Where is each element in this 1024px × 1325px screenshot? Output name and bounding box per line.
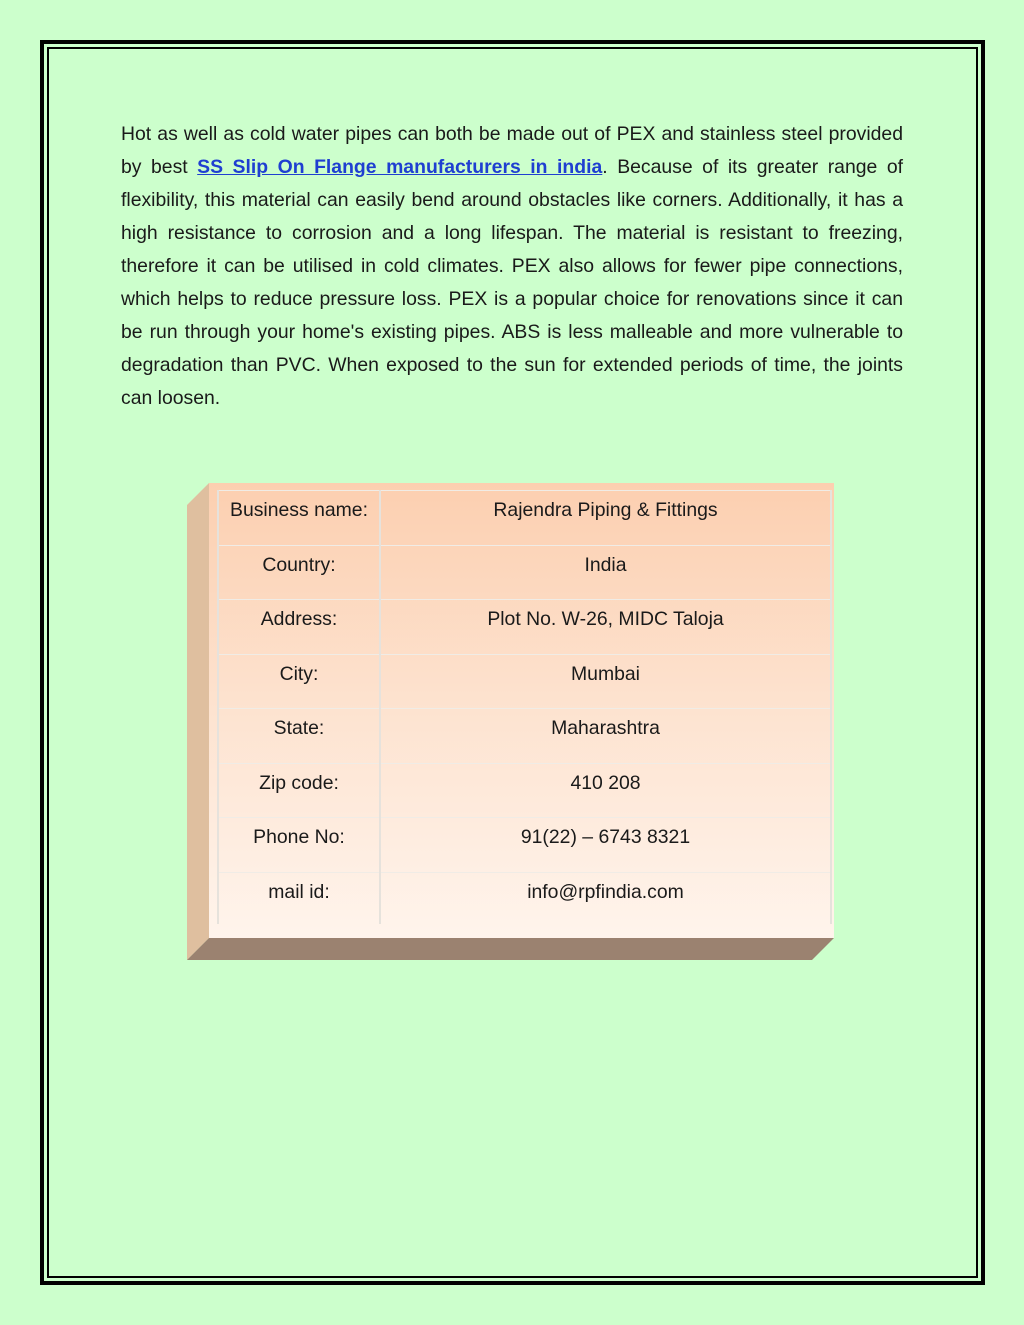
table-row (218, 818, 831, 873)
row-label: City: (218, 654, 380, 709)
box-bevel-left (187, 483, 209, 960)
row-value: India (380, 545, 831, 600)
table-row (218, 763, 831, 818)
row-label: Address: (218, 600, 380, 655)
table-row (218, 491, 831, 546)
table-row (218, 654, 831, 709)
table-row (218, 709, 831, 764)
row-value: Maharashtra (380, 709, 831, 764)
row-value: 91(22) – 6743 8321 (380, 818, 831, 873)
ss-slip-on-flange-link[interactable]: SS Slip On Flange manufacturers in india (197, 156, 603, 178)
business-info-box (187, 483, 834, 960)
paragraph-text-after-link: . Because of its greater range of flexibility, this material can easily bend around obstacles like corners. Additionally, it has a high resistance to corrosion and a long lifespan. The material is resistant to freezing, therefore it can be utilised in cold climates. PEX also allows for fewer pipe connections, which helps to reduce pressure loss. PEX is a popular choice for renovations since it can be run through your home's existing pipes. ABS is less malleable and more vulnerable to degradation than PVC. When exposed to the sun for extended periods of time, the joints can loosen. (121, 156, 904, 409)
row-label: mail id: (218, 872, 380, 924)
row-value: info@rpfindia.com (380, 872, 831, 924)
row-value: 410 208 (380, 763, 831, 818)
table-row (218, 600, 831, 655)
row-value: Rajendra Piping & Fittings (380, 491, 831, 546)
row-label: Business name: (218, 491, 380, 546)
business-info-table (217, 490, 832, 924)
row-label: State: (218, 709, 380, 764)
row-label: Country: (218, 545, 380, 600)
table-row (218, 872, 831, 924)
row-label: Phone No: (218, 818, 380, 873)
row-value: Mumbai (380, 654, 831, 709)
table-row (218, 545, 831, 600)
box-bevel-bottom (187, 938, 834, 960)
body-paragraph (121, 118, 903, 415)
row-value: Plot No. W-26, MIDC Taloja (380, 600, 831, 655)
row-label: Zip code: (218, 763, 380, 818)
paragraph-text-before-link: Hot as well as cold water pipes can both be made out of PEX and stainless steel provided by best (121, 123, 903, 178)
